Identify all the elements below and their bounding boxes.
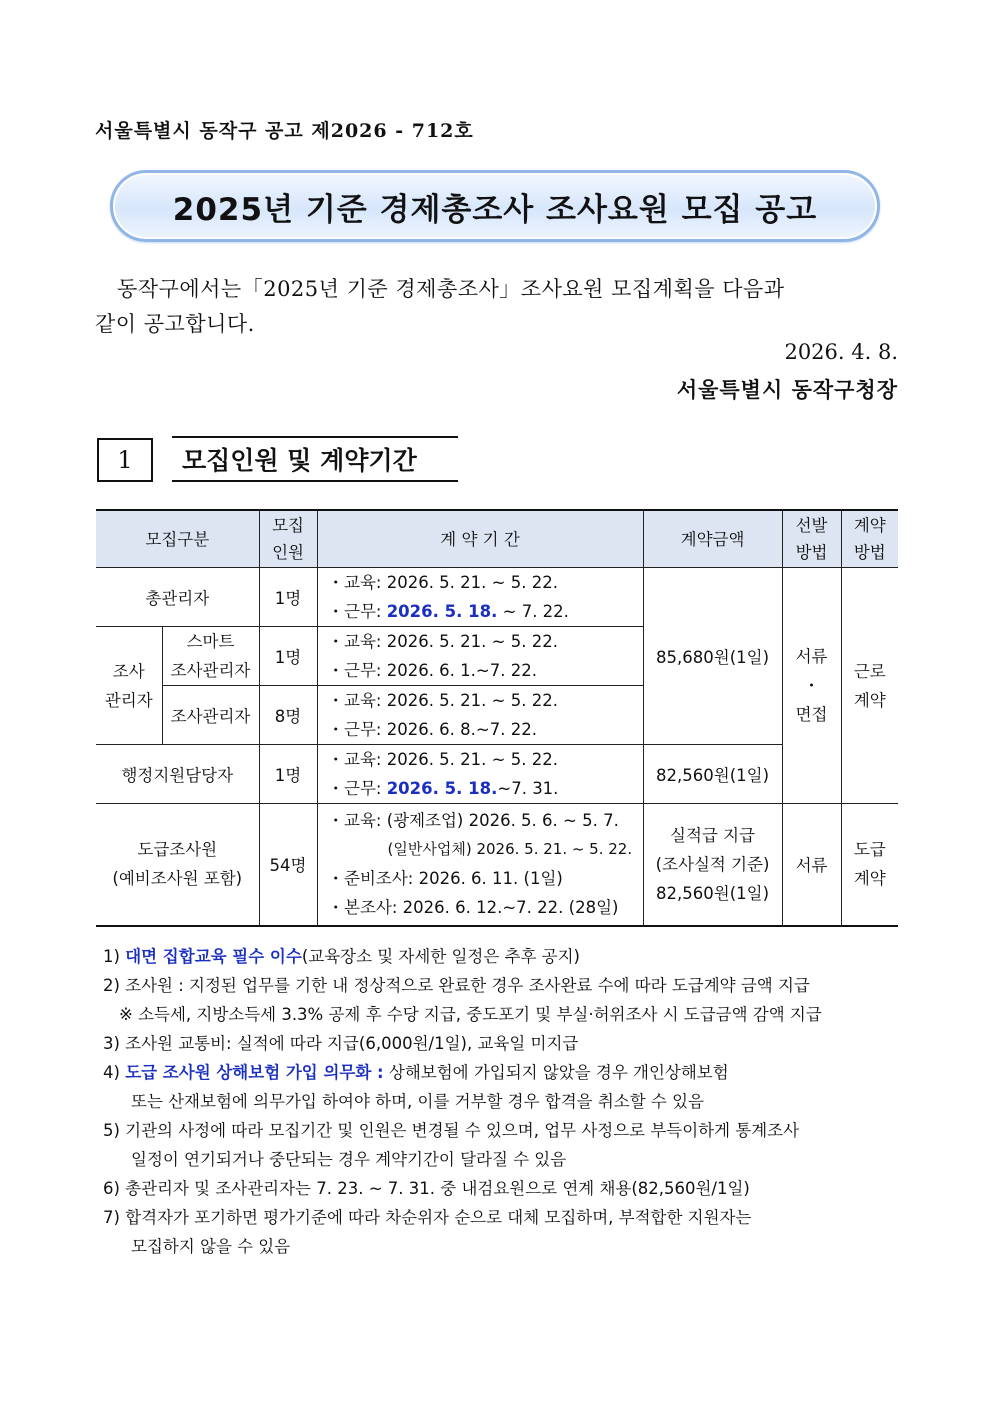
notes-list [103, 942, 903, 1261]
note-5-cont: 일정이 연기되거나 중단되는 경우 계약기간이 달라질 수 있음 [131, 1150, 567, 1169]
cell-period: ・교육: 2026. 5. 21. ~ 5. 22. ・근무: 2026. 6. 1.~7. 22. [317, 627, 643, 686]
intro-line-1: 동작구에서는「2025년 기준 경제총조사」조사요원 모집계획을 다음과 [117, 277, 785, 301]
header-period: 계 약 기 간 [317, 510, 643, 568]
page-title: 2025년 기준 경제총조사 조사요원 모집 공고 [172, 191, 818, 228]
table-row [96, 745, 898, 804]
note-1: 1) 대면 집합교육 필수 이수(교육장소 및 자세한 일정은 추후 공지) [103, 947, 580, 966]
cell-count: 1명 [259, 745, 317, 804]
cell-amount-shared: 85,680원(1일) [643, 568, 782, 745]
cell-period: ・교육: 2026. 5. 21. ~ 5. 22. ・근무: 2026. 5. 18.~7. 31. [317, 745, 643, 804]
notice-number: 서울특별시 동작구 공고 제2026 - 712호 [95, 120, 474, 142]
section-number: 1 [97, 438, 153, 482]
note-4: 4) 도급 조사원 상해보험 가입 의무화 : 상해보험에 가입되지 않았을 경우 개인상해보험 [103, 1063, 729, 1082]
header-amount: 계약금액 [643, 510, 782, 568]
cell-period: ・교육: 2026. 5. 21. ~ 5. 22. ・근무: 2026. 5. 18. ~ 7. 22. [317, 568, 643, 627]
cell-count: 1명 [259, 627, 317, 686]
cell-selection-shared: 서류 ・ 면접 [782, 568, 841, 804]
cell-group-manager: 조사 관리자 [96, 627, 162, 745]
notice-date: 2026. 4. 8. [784, 340, 898, 364]
cell-amount: 실적급 지급 (조사실적 기준) 82,560원(1일) [643, 804, 782, 926]
issuer: 서울특별시 동작구청장 [676, 377, 898, 402]
table-row [96, 568, 898, 627]
cell-category: 조사관리자 [162, 686, 259, 745]
note-2-sub: ※ 소득세, 지방소득세 3.3% 공제 후 수당 지급, 중도포기 및 부실·허위조사 시 도급금액 감액 지급 [119, 1005, 822, 1024]
table-row [96, 804, 898, 926]
intro-line-2: 같이 공고합니다. [95, 312, 255, 336]
cell-selection: 서류 [782, 804, 841, 926]
intro-paragraph [95, 272, 895, 342]
cell-count: 8명 [259, 686, 317, 745]
cell-amount: 82,560원(1일) [643, 745, 782, 804]
cell-category: 행정지원담당자 [96, 745, 259, 804]
section-title: 모집인원 및 계약기간 [172, 436, 458, 482]
note-3: 3) 조사원 교통비: 실적에 따라 지급(6,000원/1일), 교육일 미지급 [103, 1034, 579, 1053]
note-7: 7) 합격자가 포기하면 평가기준에 따라 차순위자 순으로 대체 모집하며, 부적합한 지원자는 [103, 1208, 752, 1227]
note-4-cont: 또는 산재보험에 의무가입 하여야 하며, 이를 거부할 경우 합격을 취소할 수 있음 [131, 1092, 704, 1111]
header-category: 모집구분 [96, 510, 259, 568]
cell-category: 총관리자 [96, 568, 259, 627]
header-count: 모집 인원 [259, 510, 317, 568]
note-6: 6) 총관리자 및 조사관리자는 7. 23. ~ 7. 31. 중 내검요원으로 연계 채용(82,560원/1일) [103, 1179, 750, 1198]
note-2: 2) 조사원 : 지정된 업무를 기한 내 정상적으로 완료한 경우 조사완료 수에 따라 도급계약 금액 지급 [103, 976, 810, 995]
cell-contract-shared: 근로 계약 [841, 568, 898, 804]
title-banner [110, 170, 880, 242]
note-5: 5) 기관의 사정에 따라 모집기간 및 인원은 변경될 수 있으며, 업무 사정으로 부득이하게 통계조사 [103, 1121, 800, 1140]
cell-period: ・교육: (광제조업) 2026. 5. 6. ~ 5. 7. (일반사업체) 2026. 5. 21. ~ 5. 22. ・준비조사: 2026. 6. 11. (1일) ・본조사: 2026. 6. 12.~7. 22. (28일) [317, 804, 643, 926]
cell-contract: 도급 계약 [841, 804, 898, 926]
header-selection: 선발 방법 [782, 510, 841, 568]
header-contract: 계약 방법 [841, 510, 898, 568]
table-header-row [96, 510, 898, 568]
cell-period: ・교육: 2026. 5. 21. ~ 5. 22. ・근무: 2026. 6. 8.~7. 22. [317, 686, 643, 745]
note-7-cont: 모집하지 않을 수 있음 [131, 1237, 291, 1256]
cell-count: 54명 [259, 804, 317, 926]
cell-category: 스마트 조사관리자 [162, 627, 259, 686]
cell-count: 1명 [259, 568, 317, 627]
cell-category: 도급조사원 (예비조사원 포함) [96, 804, 259, 926]
recruitment-table [96, 509, 898, 927]
